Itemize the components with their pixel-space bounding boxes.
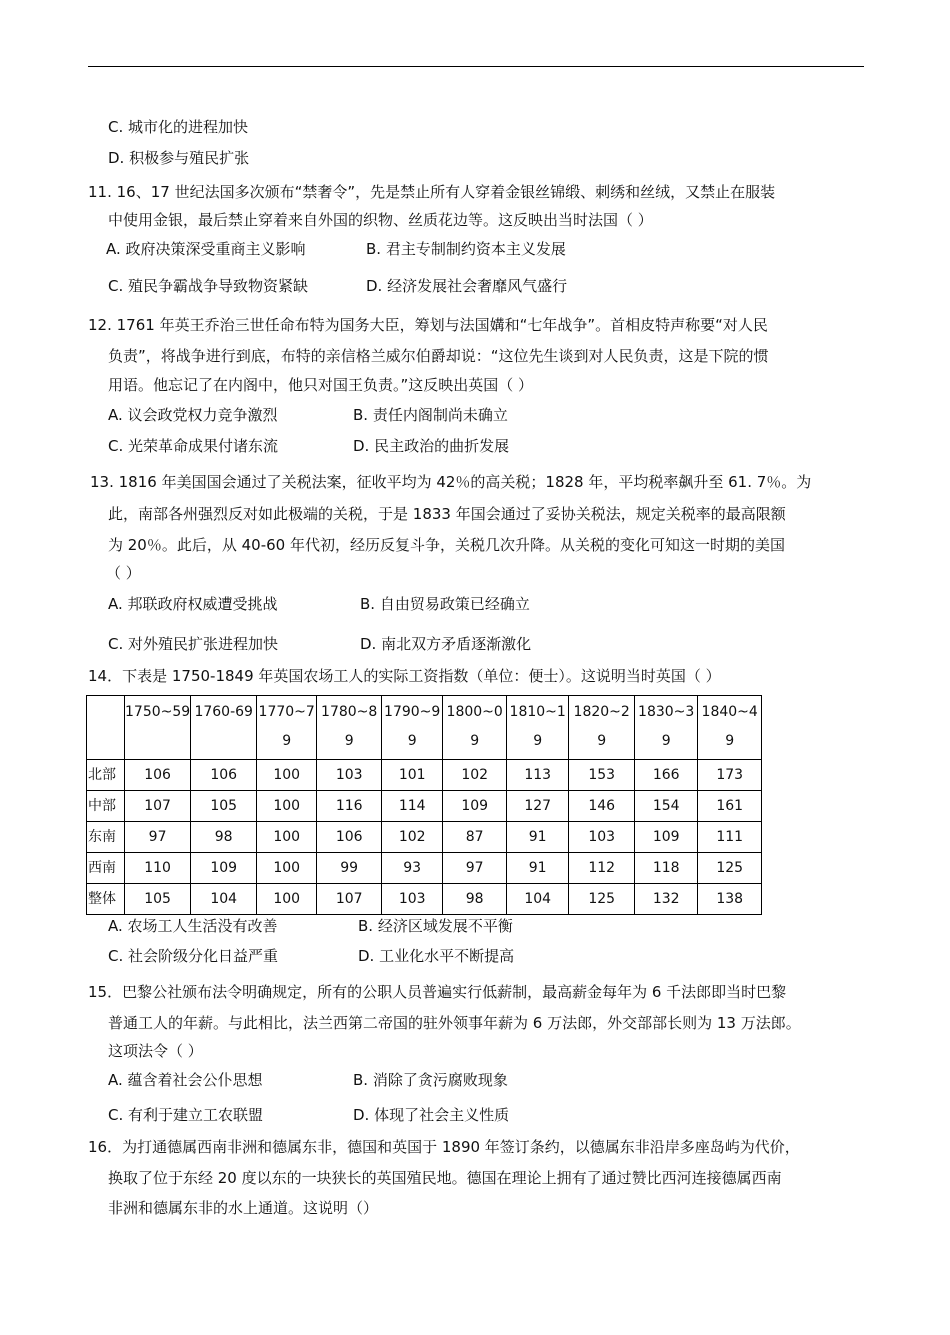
q13-stem-line3: 为 20％。此后，从 40-60 年代初，经历反复斗争，关税几次升降。从关税的变化可知这一时期的美国 <box>108 536 785 554</box>
row-label: 整体 <box>87 884 125 915</box>
table-header-cell: 1760-69 <box>191 696 257 760</box>
q16-stem-line3: 非洲和德属东非的水上通道。这说明（） <box>108 1199 379 1217</box>
row-label: 中部 <box>87 791 125 822</box>
q12-option-c: C. 光荣革命成果付诸东流 <box>108 437 279 455</box>
table-cell: 106 <box>125 760 191 791</box>
table-header-cell: 1780~8 9 <box>317 696 382 760</box>
table-cell: 100 <box>257 822 317 853</box>
q11-stem-line2: 中使用金银，最后禁止穿着来自外国的织物、丝质花边等。这反映出当时法国（ ） <box>108 211 653 229</box>
table-cell: 112 <box>569 853 635 884</box>
table-cell: 109 <box>635 822 698 853</box>
table-cell: 110 <box>125 853 191 884</box>
table-header-cell: 1770~7 9 <box>257 696 317 760</box>
q12-option-a: A. 议会政党权力竞争激烈 <box>108 406 278 424</box>
q15-option-b: B. 消除了贪污腐败现象 <box>353 1071 508 1089</box>
q11-stem-line1: 11. 16、17 世纪法国多次颁布“禁奢令”，先是禁止所有人穿着金银丝锦缎、刺绣和丝绒，又禁止在服装 <box>88 183 776 201</box>
q12-stem-line2: 负责”，将战争进行到底，布特的亲信格兰威尔伯爵却说：“这位先生谈到对人民负责，这是下院的惯 <box>108 347 769 365</box>
table-header-cell: 1790~9 9 <box>382 696 443 760</box>
table-cell: 99 <box>317 853 382 884</box>
table-cell: 106 <box>317 822 382 853</box>
table-header-cell: 1800~0 9 <box>443 696 507 760</box>
table-cell: 109 <box>191 853 257 884</box>
table-cell: 161 <box>698 791 762 822</box>
table-row <box>87 822 762 853</box>
table-header-cell: 1750~59 <box>125 696 191 760</box>
table-cell: 127 <box>507 791 569 822</box>
table-cell: 111 <box>698 822 762 853</box>
q12-option-b: B. 责任内阁制尚未确立 <box>353 406 508 424</box>
q12-stem-line1: 12. 1761 年英王乔治三世任命布特为国务大臣，筹划与法国媾和“七年战争”。首相皮特声称要“对人民 <box>88 316 768 334</box>
row-label: 西南 <box>87 853 125 884</box>
table-cell: 146 <box>569 791 635 822</box>
table-row <box>87 760 762 791</box>
table-cell: 105 <box>125 884 191 915</box>
table-cell: 104 <box>507 884 569 915</box>
table-cell: 101 <box>382 760 443 791</box>
table-cell: 166 <box>635 760 698 791</box>
table-cell: 109 <box>443 791 507 822</box>
table-cell: 100 <box>257 884 317 915</box>
table-cell: 116 <box>317 791 382 822</box>
q15-stem-line3: 这项法令（ ） <box>108 1042 203 1060</box>
table-cell: 118 <box>635 853 698 884</box>
table-cell: 98 <box>191 822 257 853</box>
table-cell: 97 <box>443 853 507 884</box>
table-row <box>87 853 762 884</box>
table-cell: 91 <box>507 853 569 884</box>
table-cell: 114 <box>382 791 443 822</box>
table-cell: 102 <box>443 760 507 791</box>
q13-option-d: D. 南北双方矛盾逐渐激化 <box>360 635 532 653</box>
row-label: 北部 <box>87 760 125 791</box>
table-cell: 87 <box>443 822 507 853</box>
q11-option-c: C. 殖民争霸战争导致物资紧缺 <box>108 277 309 295</box>
q12-stem-line3: 用语。他忘记了在内阁中，他只对国王负责。”这反映出英国（ ） <box>108 376 534 394</box>
table-cell: 132 <box>635 884 698 915</box>
table-cell: 103 <box>382 884 443 915</box>
table-cell: 107 <box>317 884 382 915</box>
q15-option-c: C. 有利于建立工农联盟 <box>108 1106 264 1124</box>
table-cell: 102 <box>382 822 443 853</box>
table-cell: 100 <box>257 791 317 822</box>
q14-option-c: C. 社会阶级分化日益严重 <box>108 947 279 965</box>
table-cell: 103 <box>569 822 635 853</box>
q11-option-a: A. 政府决策深受重商主义影响 <box>106 240 306 258</box>
table-cell: 93 <box>382 853 443 884</box>
table-header-cell: 1820~2 9 <box>569 696 635 760</box>
q13-stem-line2: 此，南部各州强烈反对如此极端的关税，于是 1833 年国会通过了妥协关税法，规定关税率的最高限额 <box>108 505 786 523</box>
table-cell: 154 <box>635 791 698 822</box>
table-cell: 103 <box>317 760 382 791</box>
table-cell: 97 <box>125 822 191 853</box>
wage-index-table <box>86 695 762 915</box>
prev-option-d: D. 积极参与殖民扩张 <box>108 149 250 167</box>
table-cell: 106 <box>191 760 257 791</box>
q13-option-c: C. 对外殖民扩张进程加快 <box>108 635 279 653</box>
table-cell: 100 <box>257 853 317 884</box>
table-cell: 100 <box>257 760 317 791</box>
table-row <box>87 884 762 915</box>
table-cell: 138 <box>698 884 762 915</box>
table-cell: 91 <box>507 822 569 853</box>
q13-option-a: A. 邦联政府权威遭受挑战 <box>108 595 278 613</box>
table-cell: 107 <box>125 791 191 822</box>
q15-stem-line2: 普通工人的年薪。与此相比，法兰西第二帝国的驻外领事年薪为 6 万法郎，外交部部长则为 13 万法郎。 <box>108 1014 801 1032</box>
q13-stem-line4: （ ） <box>106 564 141 582</box>
table-cell: 173 <box>698 760 762 791</box>
table-cell: 125 <box>569 884 635 915</box>
header-rule <box>88 66 864 67</box>
table-cell: 125 <box>698 853 762 884</box>
q15-option-d: D. 体现了社会主义性质 <box>353 1106 510 1124</box>
q14-option-a: A. 农场工人生活没有改善 <box>108 917 278 935</box>
table-cell: 153 <box>569 760 635 791</box>
table-cell: 105 <box>191 791 257 822</box>
q14-option-d: D. 工业化水平不断提高 <box>358 947 515 965</box>
q14-stem-line1: 14．下表是 1750-1849 年英国农场工人的实际工资指数（单位：便士）。这说明当时英国（ ） <box>88 667 721 685</box>
row-label: 东南 <box>87 822 125 853</box>
prev-option-c: C. 城市化的进程加快 <box>108 118 249 136</box>
table-cell: 98 <box>443 884 507 915</box>
q12-option-d: D. 民主政治的曲折发展 <box>353 437 510 455</box>
table-header-cell: 1840~4 9 <box>698 696 762 760</box>
table-header-cell: 1830~3 9 <box>635 696 698 760</box>
q14-option-b: B. 经济区域发展不平衡 <box>358 917 513 935</box>
table-cell: 104 <box>191 884 257 915</box>
q16-stem-line1: 16．为打通德属西南非洲和德属东非，德国和英国于 1890 年签订条约，以德属东非沿岸多座岛屿为代价， <box>88 1138 800 1156</box>
table-header-row <box>87 696 762 760</box>
table-header-cell: 1810~1 9 <box>507 696 569 760</box>
q13-stem-line1: 13. 1816 年美国国会通过了关税法案，征收平均为 42％的高关税；1828 年，平均税率飙升至 61. 7％。为 <box>90 473 812 491</box>
q11-option-d: D. 经济发展社会奢靡风气盛行 <box>366 277 568 295</box>
q16-stem-line2: 换取了位于东经 20 度以东的一块狭长的英国殖民地。德国在理论上拥有了通过赞比西河连接德属西南 <box>108 1169 782 1187</box>
q15-stem-line1: 15．巴黎公社颁布法令明确规定，所有的公职人员普遍实行低薪制，最高薪金每年为 6 千法郎即当时巴黎 <box>88 983 787 1001</box>
table-cell: 113 <box>507 760 569 791</box>
table-row <box>87 791 762 822</box>
q15-option-a: A. 蕴含着社会公仆思想 <box>108 1071 263 1089</box>
table-corner-cell <box>87 696 125 760</box>
q13-option-b: B. 自由贸易政策已经确立 <box>360 595 530 613</box>
q11-option-b: B. 君主专制制约资本主义发展 <box>366 240 566 258</box>
